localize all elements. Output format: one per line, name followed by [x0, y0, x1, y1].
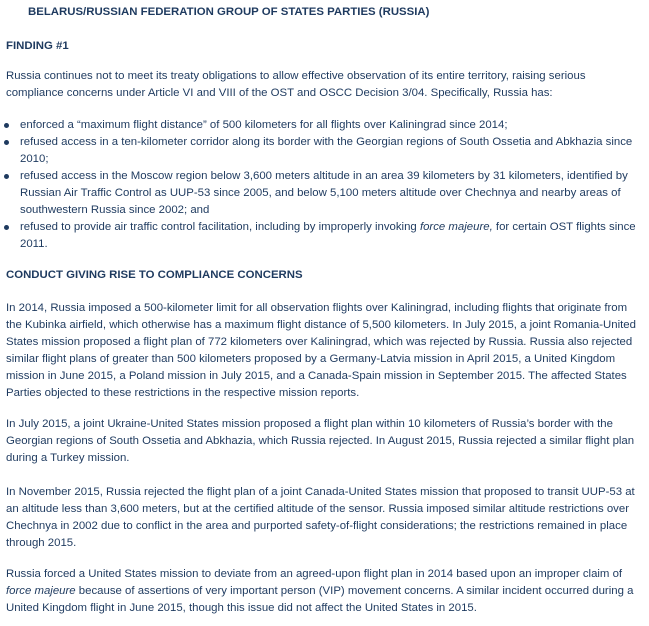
bullet-icon [4, 225, 9, 230]
paragraph-text-before: Russia forced a United States mission to deviate from an agreed-upon flight plan in 2014 based upon an improper claim of [6, 568, 623, 580]
conduct-paragraph-4 [6, 566, 642, 617]
finding-heading: FINDING #1 [6, 40, 69, 52]
list-item [0, 134, 636, 168]
paragraph-text-italic: force majeure [6, 585, 76, 597]
conduct-paragraph-3: In November 2015, Russia rejected the flight plan of a joint Canada-United States mission that proposed to transit UUP-53 at an altitude less than 3,600 meters, but at the certified altitude of the sensor. Russia imposed similar altitude restrictions over Chechnya in 2002 due to conflict in the area and purported safety-of-flight considerations; the restrictions remained in place through 2015. [6, 486, 635, 549]
paragraph-text-after: because of assertions of very important person (VIP) movement concerns. A similar incident occurred during a United Kingdom flight in June 2015, though this issue did not affect the United States in 2015. [6, 585, 634, 614]
bullet-text: refused access in a ten-kilometer corridor along its border with the Georgian regions of South Ossetia and Abkhazia since 2010; [20, 136, 633, 165]
finding-intro: Russia continues not to meet its treaty obligations to allow effective observation of its entire territory, raising serious compliance concerns under Article VI and VIII of the OST and OSCC Decision 3/04. Specifically, Russia has: [6, 70, 586, 99]
list-item [0, 219, 636, 253]
conduct-paragraph-1: In 2014, Russia imposed a 500-kilometer limit for all observation flights over Kaliningrad, including flights that originate from the Kubinka airfield, which otherwise has a maximum flight distance of 5,500 kilometers. In July 2015, a joint Romania-United States mission proposed a flight plan of 772 kilometers over Kaliningrad, which was rejected by Russia. Russia also rejected similar flight plans of greater than 500 kilometers proposed by a Germany-Latvia mission in April 2015, a United Kingdom mission in June 2015, a Poland mission in July 2015, and a Canada-Spain mission in September 2015. The affected States Parties objected to these restrictions in the respective mission reports. [6, 302, 636, 399]
list-item [0, 117, 636, 134]
conduct-heading: CONDUCT GIVING RISE TO COMPLIANCE CONCERNS [6, 269, 303, 281]
conduct-paragraph-2: In July 2015, a joint Ukraine-United States mission proposed a flight plan within 10 kilometers of Russia’s border with the Georgian regions of South Ossetia and Abkhazia, which Russia rejected. In August 2015, Russia rejected a similar flight plan during a Turkey mission. [6, 418, 635, 464]
bullet-text-after: for certain OST flights since 2011. [20, 221, 636, 250]
bullet-icon [4, 174, 9, 179]
bullet-text: enforced a “maximum flight distance” of 500 kilometers for all flights over Kaliningrad since 2014; [20, 119, 508, 131]
bullet-icon [4, 123, 9, 128]
bullet-text-italic: force majeure, [419, 221, 493, 233]
bullet-icon [4, 140, 9, 145]
bullet-text-before: refused to provide air traffic control facilitation, including by improperly invoking [20, 221, 420, 233]
list-item [0, 168, 636, 219]
finding-bullet-list [0, 117, 636, 253]
section-title: BELARUS/RUSSIAN FEDERATION GROUP OF STATES PARTIES (RUSSIA) [28, 6, 430, 18]
bullet-text: refused access in the Moscow region below 3,600 meters altitude in an area 39 kilometers by 31 kilometers, identified by Russian Air Traffic Control as UUP-53 since 2005, and below 5,100 meters altitude over Chechnya and nearby areas of southwestern Russia since 2002; and [20, 170, 628, 216]
